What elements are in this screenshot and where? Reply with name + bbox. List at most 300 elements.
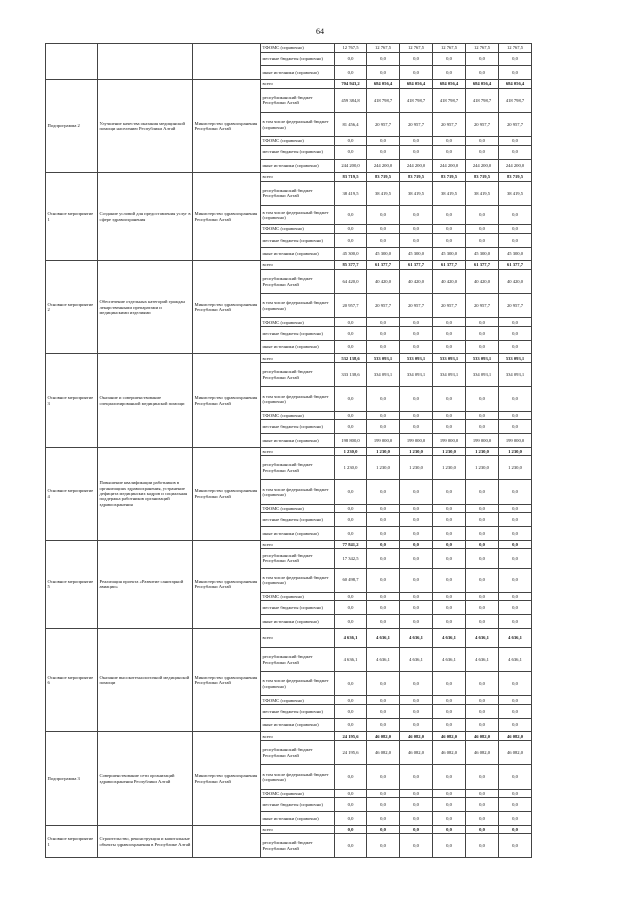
amount-cell: 0,0 bbox=[400, 318, 433, 327]
amount-cell: 0,0 bbox=[367, 411, 400, 420]
amount-cell: 0,0 bbox=[367, 504, 400, 513]
amount-cell: 0,0 bbox=[433, 513, 466, 527]
amount-cell: 0,0 bbox=[433, 834, 466, 858]
amount-cell: 199 000,0 bbox=[400, 433, 433, 447]
amount-cell: 0,0 bbox=[499, 765, 532, 789]
amount-cell: 0,0 bbox=[367, 340, 400, 354]
amount-cell: 0,0 bbox=[335, 327, 367, 341]
amount-cell: 20 957,7 bbox=[400, 112, 433, 136]
funding-source-cell: республиканский бюджет Республики Алтай bbox=[261, 88, 335, 112]
amount-cell: 0,0 bbox=[400, 527, 433, 541]
amount-cell: 83 719,5 bbox=[335, 173, 367, 182]
amount-cell: 0,0 bbox=[433, 340, 466, 354]
amount-cell: 0,0 bbox=[367, 387, 400, 411]
funding-source-cell: местные бюджеты (справочно) bbox=[261, 233, 335, 247]
program-name-cell: Строительство, реконструкция и капитальные объекты здравоохранения в Республике Алтай bbox=[98, 825, 193, 858]
amount-cell: 0,0 bbox=[335, 233, 367, 247]
funding-source-cell: республиканский бюджет Республики Алтай bbox=[261, 181, 335, 205]
amount-cell: 45 300,0 bbox=[335, 247, 367, 261]
amount-cell: 1 230,0 bbox=[400, 447, 433, 456]
amount-cell: 0,0 bbox=[499, 601, 532, 615]
funding-source-cell: ТФОМС (справочно) bbox=[261, 696, 335, 705]
amount-cell: 0,0 bbox=[466, 601, 499, 615]
executor-cell: Министерство здравоохранения Республики Алтай bbox=[193, 447, 261, 540]
amount-cell: 0,0 bbox=[367, 601, 400, 615]
amount-cell: 0,0 bbox=[400, 592, 433, 601]
amount-cell: 0,0 bbox=[367, 420, 400, 434]
amount-cell: 0,0 bbox=[466, 798, 499, 812]
amount-cell: 244 200,0 bbox=[367, 159, 400, 173]
executor-cell: Министерство здравоохранения Республики Алтай bbox=[193, 173, 261, 261]
amount-cell: 0,0 bbox=[466, 834, 499, 858]
program-code-cell: Основное мероприятие 4 bbox=[46, 447, 98, 540]
amount-cell: 0,0 bbox=[400, 568, 433, 592]
amount-cell: 0,0 bbox=[466, 480, 499, 504]
amount-cell: 418 798,7 bbox=[367, 88, 400, 112]
program-name-cell: Обеспечение отдельных категорий граждан лекарственными препаратами и медицинскими изделиями bbox=[98, 261, 193, 354]
amount-cell: 40 420,0 bbox=[433, 270, 466, 294]
amount-cell: 0,0 bbox=[400, 696, 433, 705]
amount-cell: 17 342,5 bbox=[335, 549, 367, 568]
amount-cell: 0,0 bbox=[367, 705, 400, 719]
funding-source-cell: республиканский бюджет Республики Алтай bbox=[261, 834, 335, 858]
amount-cell: 0,0 bbox=[335, 592, 367, 601]
amount-cell: 244 200,0 bbox=[466, 159, 499, 173]
amount-cell: 20 957,7 bbox=[433, 112, 466, 136]
amount-cell: 0,0 bbox=[367, 825, 400, 834]
budget-table-body bbox=[46, 44, 532, 858]
amount-cell: 0,0 bbox=[367, 549, 400, 568]
amount-cell: 0,0 bbox=[499, 318, 532, 327]
amount-cell: 418 798,7 bbox=[466, 88, 499, 112]
amount-cell: 0,0 bbox=[400, 137, 433, 146]
amount-cell: 85 377,7 bbox=[335, 261, 367, 270]
amount-cell: 38 419,5 bbox=[367, 181, 400, 205]
amount-cell: 0,0 bbox=[499, 811, 532, 825]
program-name-cell: Совершенствование сети организаций здравоохранения Республики Алтай bbox=[98, 732, 193, 825]
amount-cell: 4 636,1 bbox=[499, 628, 532, 647]
amount-cell: 199 000,0 bbox=[466, 433, 499, 447]
amount-cell: 0,0 bbox=[499, 705, 532, 719]
amount-cell: 0,0 bbox=[499, 672, 532, 696]
amount-cell: 0,0 bbox=[433, 592, 466, 601]
amount-cell: 46 082,0 bbox=[400, 732, 433, 741]
amount-cell: 1 230,0 bbox=[433, 456, 466, 480]
amount-cell: 46 082,0 bbox=[499, 741, 532, 765]
amount-cell: 4 636,1 bbox=[367, 648, 400, 672]
amount-cell: 0,0 bbox=[466, 789, 499, 798]
amount-cell: 0,0 bbox=[335, 601, 367, 615]
amount-cell: 0,0 bbox=[466, 327, 499, 341]
amount-cell: 64 420,0 bbox=[335, 270, 367, 294]
amount-cell: 40 420,0 bbox=[367, 270, 400, 294]
amount-cell: 0,0 bbox=[466, 420, 499, 434]
amount-cell: 0,0 bbox=[367, 672, 400, 696]
amount-cell: 0,0 bbox=[433, 568, 466, 592]
amount-cell: 4 636,1 bbox=[367, 628, 400, 647]
amount-cell: 38 419,5 bbox=[400, 181, 433, 205]
amount-cell: 46 082,0 bbox=[466, 732, 499, 741]
amount-cell: 0,0 bbox=[335, 718, 367, 732]
amount-cell: 20 957,7 bbox=[367, 112, 400, 136]
amount-cell: 0,0 bbox=[499, 568, 532, 592]
amount-cell: 0,0 bbox=[499, 233, 532, 247]
amount-cell: 333 138,6 bbox=[335, 363, 367, 387]
amount-cell: 1 230,0 bbox=[335, 456, 367, 480]
amount-cell: 0,0 bbox=[466, 672, 499, 696]
amount-cell: 0,0 bbox=[367, 834, 400, 858]
amount-cell: 46 082,0 bbox=[499, 732, 532, 741]
funding-source-cell: в том числе федеральный бюджет (справочно) bbox=[261, 206, 335, 225]
funding-source-cell: ТФОМС (справочно) bbox=[261, 225, 335, 234]
amount-cell: 0,0 bbox=[433, 825, 466, 834]
program-code-cell: Подпрограмма 3 bbox=[46, 732, 98, 825]
amount-cell: 0,0 bbox=[499, 527, 532, 541]
amount-cell: 0,0 bbox=[433, 705, 466, 719]
amount-cell: 0,0 bbox=[367, 318, 400, 327]
amount-cell: 0,0 bbox=[367, 798, 400, 812]
funding-source-cell: ТФОМС (справочно) bbox=[261, 592, 335, 601]
amount-cell: 0,0 bbox=[367, 592, 400, 601]
amount-cell: 0,0 bbox=[466, 765, 499, 789]
amount-cell: 244 200,0 bbox=[433, 159, 466, 173]
amount-cell: 12 767,5 bbox=[400, 44, 433, 53]
funding-source-cell: республиканский бюджет Республики Алтай bbox=[261, 456, 335, 480]
amount-cell: 20 957,7 bbox=[433, 294, 466, 318]
amount-cell: 0,0 bbox=[367, 568, 400, 592]
amount-cell: 0,0 bbox=[367, 225, 400, 234]
amount-cell: 46 082,0 bbox=[433, 741, 466, 765]
amount-cell: 0,0 bbox=[466, 52, 499, 66]
funding-source-cell: в том числе федеральный бюджет (справочно) bbox=[261, 480, 335, 504]
amount-cell: 0,0 bbox=[335, 206, 367, 225]
amount-cell: 0,0 bbox=[466, 615, 499, 629]
amount-cell: 0,0 bbox=[335, 834, 367, 858]
amount-cell: 0,0 bbox=[499, 137, 532, 146]
amount-cell: 0,0 bbox=[433, 480, 466, 504]
amount-cell: 4 636,1 bbox=[335, 648, 367, 672]
amount-cell: 38 419,5 bbox=[499, 181, 532, 205]
funding-source-cell: иные источники (справочно) bbox=[261, 247, 335, 261]
amount-cell: 199 000,0 bbox=[433, 433, 466, 447]
amount-cell: 0,0 bbox=[335, 615, 367, 629]
amount-cell: 4 636,1 bbox=[466, 628, 499, 647]
amount-cell: 0,0 bbox=[466, 340, 499, 354]
funding-source-cell: республиканский бюджет Республики Алтай bbox=[261, 648, 335, 672]
amount-cell: 38 419,5 bbox=[335, 181, 367, 205]
amount-cell: 46 082,0 bbox=[466, 741, 499, 765]
amount-cell: 0,0 bbox=[335, 411, 367, 420]
amount-cell: 0,0 bbox=[499, 504, 532, 513]
amount-cell: 0,0 bbox=[400, 798, 433, 812]
amount-cell: 20 957,7 bbox=[499, 294, 532, 318]
program-code-cell: Подпрограмма 2 bbox=[46, 80, 98, 173]
amount-cell: 0,0 bbox=[433, 420, 466, 434]
amount-cell: 0,0 bbox=[367, 206, 400, 225]
amount-cell: 459 384,8 bbox=[335, 88, 367, 112]
amount-cell: 0,0 bbox=[335, 66, 367, 80]
amount-cell: 0,0 bbox=[335, 825, 367, 834]
amount-cell: 0,0 bbox=[335, 789, 367, 798]
amount-cell: 0,0 bbox=[400, 825, 433, 834]
amount-cell: 0,0 bbox=[335, 765, 367, 789]
funding-source-cell: всего bbox=[261, 540, 335, 549]
amount-cell: 533 093,1 bbox=[466, 354, 499, 363]
amount-cell: 0,0 bbox=[400, 411, 433, 420]
amount-cell: 0,0 bbox=[400, 340, 433, 354]
amount-cell: 24 195,6 bbox=[335, 741, 367, 765]
amount-cell: 1 230,0 bbox=[499, 447, 532, 456]
amount-cell: 0,0 bbox=[433, 789, 466, 798]
executor-cell: Министерство здравоохранения Республики Алтай bbox=[193, 80, 261, 173]
amount-cell: 198 800,0 bbox=[335, 433, 367, 447]
amount-cell: 4 636,1 bbox=[335, 628, 367, 647]
amount-cell: 45 300,0 bbox=[433, 247, 466, 261]
amount-cell: 1 230,0 bbox=[499, 456, 532, 480]
amount-cell: 0,0 bbox=[499, 825, 532, 834]
program-name-cell: Создание условий для предоставления услуг в сфере здравоохранения bbox=[98, 173, 193, 261]
funding-source-cell: ТФОМС (справочно) bbox=[261, 504, 335, 513]
amount-cell: 46 082,0 bbox=[400, 741, 433, 765]
amount-cell: 532 138,6 bbox=[335, 354, 367, 363]
amount-cell: 45 300,0 bbox=[367, 247, 400, 261]
amount-cell: 0,0 bbox=[433, 225, 466, 234]
amount-cell: 0,0 bbox=[400, 834, 433, 858]
amount-cell: 12 767,5 bbox=[466, 44, 499, 53]
amount-cell: 0,0 bbox=[335, 225, 367, 234]
funding-source-cell: всего bbox=[261, 173, 335, 182]
amount-cell: 46 082,0 bbox=[433, 732, 466, 741]
funding-source-cell: всего bbox=[261, 447, 335, 456]
amount-cell: 0,0 bbox=[335, 340, 367, 354]
amount-cell: 0,0 bbox=[335, 318, 367, 327]
amount-cell: 0,0 bbox=[400, 718, 433, 732]
amount-cell: 334 093,1 bbox=[400, 363, 433, 387]
funding-source-cell: иные источники (справочно) bbox=[261, 527, 335, 541]
amount-cell: 0,0 bbox=[367, 527, 400, 541]
amount-cell: 45 300,0 bbox=[400, 247, 433, 261]
funding-source-cell: местные бюджеты (справочно) bbox=[261, 420, 335, 434]
amount-cell: 0,0 bbox=[335, 811, 367, 825]
amount-cell: 83 719,5 bbox=[400, 173, 433, 182]
amount-cell: 20 957,7 bbox=[400, 294, 433, 318]
amount-cell: 0,0 bbox=[466, 387, 499, 411]
amount-cell: 0,0 bbox=[466, 811, 499, 825]
amount-cell: 12 767,5 bbox=[367, 44, 400, 53]
table-row bbox=[46, 732, 532, 741]
funding-source-cell: ТФОМС (справочно) bbox=[261, 411, 335, 420]
amount-cell: 684 056,4 bbox=[433, 80, 466, 89]
amount-cell: 0,0 bbox=[466, 568, 499, 592]
amount-cell: 0,0 bbox=[335, 387, 367, 411]
program-name-cell: Улучшение качества оказания медицинской помощи населению Республики Алтай bbox=[98, 80, 193, 173]
funding-source-cell: всего bbox=[261, 628, 335, 647]
funding-source-cell: местные бюджеты (справочно) bbox=[261, 513, 335, 527]
amount-cell: 4 636,1 bbox=[433, 628, 466, 647]
amount-cell: 244 200,0 bbox=[400, 159, 433, 173]
funding-source-cell: ТФОМС (справочно) bbox=[261, 318, 335, 327]
amount-cell: 0,0 bbox=[466, 696, 499, 705]
amount-cell: 0,0 bbox=[466, 549, 499, 568]
amount-cell: 0,0 bbox=[499, 798, 532, 812]
amount-cell: 38 419,5 bbox=[433, 181, 466, 205]
amount-cell: 334 093,1 bbox=[466, 363, 499, 387]
amount-cell: 0,0 bbox=[433, 718, 466, 732]
amount-cell: 0,0 bbox=[499, 834, 532, 858]
amount-cell: 0,0 bbox=[466, 825, 499, 834]
amount-cell: 0,0 bbox=[367, 718, 400, 732]
amount-cell: 83 719,5 bbox=[466, 173, 499, 182]
funding-source-cell: ТФОМС (справочно) bbox=[261, 789, 335, 798]
amount-cell: 1 230,0 bbox=[335, 447, 367, 456]
program-name-cell: Реализация проекта «Развитие санитарной авиации» bbox=[98, 540, 193, 628]
amount-cell: 0,0 bbox=[499, 225, 532, 234]
table-row bbox=[46, 447, 532, 456]
amount-cell: 0,0 bbox=[400, 811, 433, 825]
amount-cell: 0,0 bbox=[433, 504, 466, 513]
funding-source-cell: всего bbox=[261, 732, 335, 741]
amount-cell: 0,0 bbox=[400, 327, 433, 341]
amount-cell: 0,0 bbox=[335, 527, 367, 541]
amount-cell: 0,0 bbox=[367, 765, 400, 789]
page-number: 64 bbox=[316, 27, 324, 36]
amount-cell: 0,0 bbox=[367, 52, 400, 66]
amount-cell: 0,0 bbox=[433, 615, 466, 629]
amount-cell: 0,0 bbox=[466, 718, 499, 732]
amount-cell: 0,0 bbox=[499, 696, 532, 705]
amount-cell: 0,0 bbox=[466, 145, 499, 159]
table-row bbox=[46, 825, 532, 834]
amount-cell: 40 420,0 bbox=[499, 270, 532, 294]
amount-cell: 4 636,1 bbox=[499, 648, 532, 672]
amount-cell: 0,0 bbox=[499, 66, 532, 80]
table-row bbox=[46, 173, 532, 182]
amount-cell: 0,0 bbox=[335, 52, 367, 66]
amount-cell: 20 957,7 bbox=[367, 294, 400, 318]
table-row bbox=[46, 44, 532, 53]
amount-cell: 0,0 bbox=[433, 318, 466, 327]
amount-cell: 0,0 bbox=[466, 540, 499, 549]
funding-source-cell: местные бюджеты (справочно) bbox=[261, 705, 335, 719]
amount-cell: 0,0 bbox=[499, 145, 532, 159]
amount-cell: 12 767,5 bbox=[433, 44, 466, 53]
amount-cell: 1 230,0 bbox=[466, 447, 499, 456]
amount-cell: 1 230,0 bbox=[433, 447, 466, 456]
executor-cell: Министерство здравоохранения Республики Алтай bbox=[193, 732, 261, 825]
amount-cell: 0,0 bbox=[335, 420, 367, 434]
funding-source-cell: местные бюджеты (справочно) bbox=[261, 52, 335, 66]
program-name-cell: Оказание высокотехнологичной медицинской помощи bbox=[98, 628, 193, 732]
amount-cell: 0,0 bbox=[400, 420, 433, 434]
amount-cell: 0,0 bbox=[367, 480, 400, 504]
amount-cell: 0,0 bbox=[499, 549, 532, 568]
amount-cell: 244 200,0 bbox=[499, 159, 532, 173]
amount-cell: 12 767,5 bbox=[499, 44, 532, 53]
table-row bbox=[46, 354, 532, 363]
amount-cell: 0,0 bbox=[400, 540, 433, 549]
funding-source-cell: иные источники (справочно) bbox=[261, 340, 335, 354]
amount-cell: 334 093,1 bbox=[499, 363, 532, 387]
budget-table bbox=[45, 43, 532, 858]
amount-cell: 60 498,7 bbox=[335, 568, 367, 592]
amount-cell: 0,0 bbox=[499, 206, 532, 225]
amount-cell: 0,0 bbox=[499, 387, 532, 411]
amount-cell: 4 636,1 bbox=[466, 648, 499, 672]
table-row bbox=[46, 261, 532, 270]
amount-cell: 684 056,4 bbox=[367, 80, 400, 89]
amount-cell: 0,0 bbox=[400, 504, 433, 513]
amount-cell: 0,0 bbox=[367, 789, 400, 798]
funding-source-cell: республиканский бюджет Республики Алтай bbox=[261, 549, 335, 568]
amount-cell: 0,0 bbox=[335, 504, 367, 513]
amount-cell: 0,0 bbox=[433, 145, 466, 159]
amount-cell: 4 636,1 bbox=[433, 648, 466, 672]
amount-cell: 0,0 bbox=[499, 327, 532, 341]
amount-cell: 0,0 bbox=[433, 811, 466, 825]
amount-cell: 0,0 bbox=[400, 615, 433, 629]
amount-cell: 40 420,0 bbox=[466, 270, 499, 294]
amount-cell: 4 636,1 bbox=[400, 648, 433, 672]
amount-cell: 0,0 bbox=[367, 66, 400, 80]
amount-cell: 77 841,2 bbox=[335, 540, 367, 549]
amount-cell: 533 093,1 bbox=[367, 354, 400, 363]
funding-source-cell: республиканский бюджет Республики Алтай bbox=[261, 270, 335, 294]
amount-cell: 0,0 bbox=[433, 66, 466, 80]
amount-cell: 0,0 bbox=[335, 798, 367, 812]
amount-cell: 0,0 bbox=[499, 420, 532, 434]
amount-cell: 0,0 bbox=[367, 233, 400, 247]
funding-source-cell: местные бюджеты (справочно) bbox=[261, 798, 335, 812]
amount-cell: 83 719,5 bbox=[433, 173, 466, 182]
amount-cell: 0,0 bbox=[400, 549, 433, 568]
amount-cell: 45 300,0 bbox=[499, 247, 532, 261]
amount-cell: 0,0 bbox=[466, 705, 499, 719]
amount-cell: 0,0 bbox=[499, 718, 532, 732]
amount-cell: 0,0 bbox=[499, 52, 532, 66]
amount-cell: 684 056,4 bbox=[400, 80, 433, 89]
funding-source-cell: местные бюджеты (справочно) bbox=[261, 145, 335, 159]
amount-cell: 0,0 bbox=[466, 504, 499, 513]
amount-cell: 61 377,7 bbox=[400, 261, 433, 270]
amount-cell: 334 093,1 bbox=[433, 363, 466, 387]
funding-source-cell: в том числе федеральный бюджет (справочно) bbox=[261, 387, 335, 411]
amount-cell: 4 636,1 bbox=[400, 628, 433, 647]
executor-cell bbox=[193, 44, 261, 80]
amount-cell: 0,0 bbox=[367, 145, 400, 159]
amount-cell: 0,0 bbox=[466, 318, 499, 327]
funding-source-cell: республиканский бюджет Республики Алтай bbox=[261, 363, 335, 387]
funding-source-cell: в том числе федеральный бюджет (справочно) bbox=[261, 294, 335, 318]
amount-cell: 0,0 bbox=[367, 137, 400, 146]
amount-cell: 20 957,7 bbox=[335, 294, 367, 318]
program-name-cell: Оказание и совершенствование специализированной медицинской помощи bbox=[98, 354, 193, 447]
amount-cell: 0,0 bbox=[367, 615, 400, 629]
amount-cell: 83 719,5 bbox=[367, 173, 400, 182]
executor-cell: Министерство здравоохранения Республики Алтай bbox=[193, 628, 261, 732]
amount-cell: 0,0 bbox=[400, 765, 433, 789]
amount-cell: 0,0 bbox=[335, 137, 367, 146]
amount-cell: 0,0 bbox=[335, 513, 367, 527]
amount-cell: 12 767,5 bbox=[335, 44, 367, 53]
amount-cell: 704 943,2 bbox=[335, 80, 367, 89]
amount-cell: 0,0 bbox=[466, 225, 499, 234]
table-row bbox=[46, 628, 532, 647]
amount-cell: 20 957,7 bbox=[499, 112, 532, 136]
funding-source-cell: всего bbox=[261, 354, 335, 363]
program-name-cell bbox=[98, 44, 193, 80]
amount-cell: 24 195,6 bbox=[335, 732, 367, 741]
funding-source-cell: в том числе федеральный бюджет (справочно) bbox=[261, 672, 335, 696]
